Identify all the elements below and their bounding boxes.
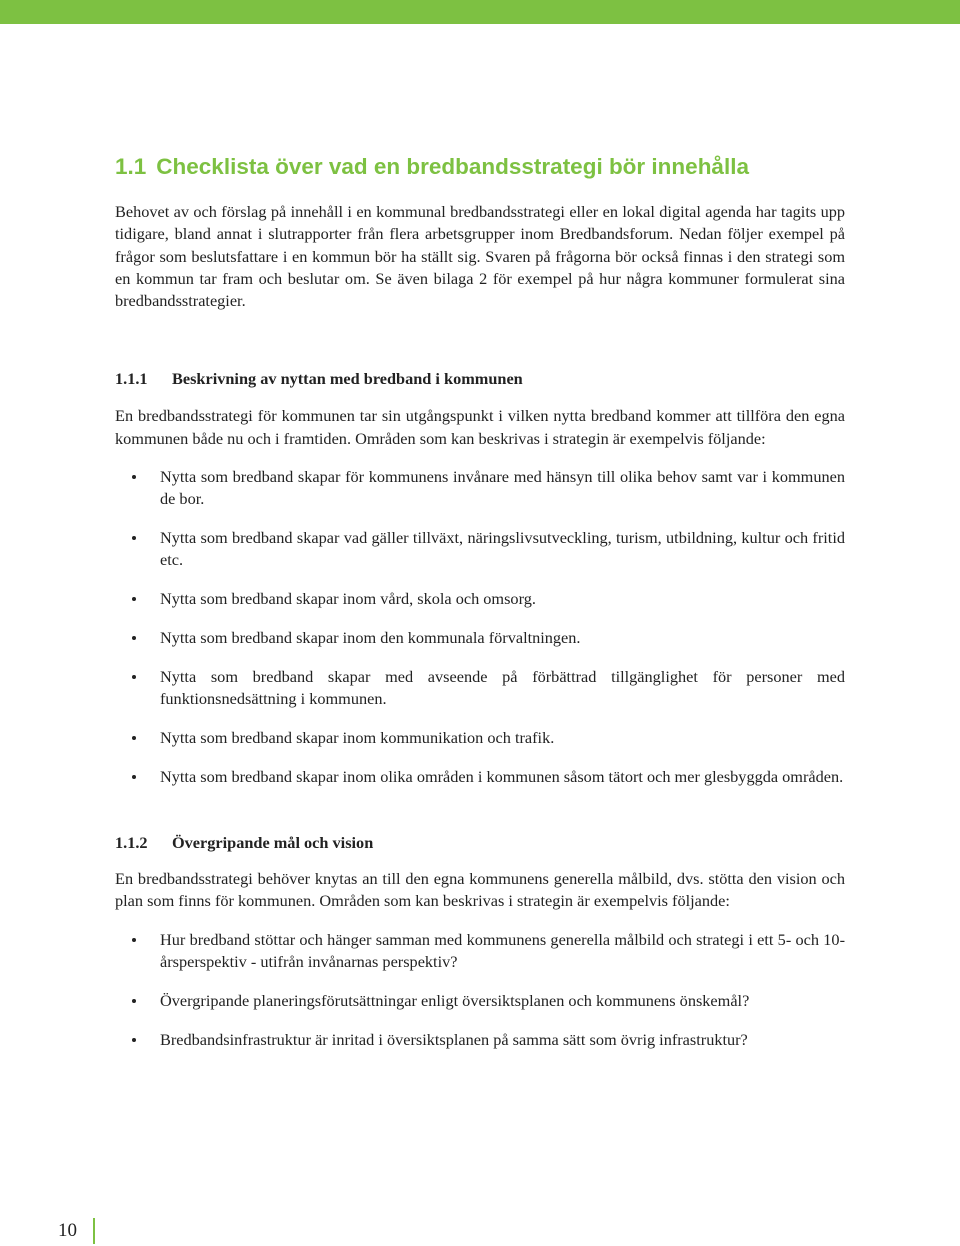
subsection-number-2: 1.1.2: [115, 833, 148, 853]
subsection-intro-2: En bredbandsstrategi behöver knytas an till den egna kommunens generella målbild, dvs. stötta den vision och plan som finns för kommunen. Områden som kan beskrivas i strategin är exempelvis följande:: [115, 869, 845, 911]
bullet-list-1: [115, 466, 845, 788]
list-item: Nytta som bredband skapar inom vård, skola och omsorg.: [115, 588, 845, 610]
subsection-heading-2: [115, 832, 845, 854]
list-item: Nytta som bredband skapar inom den kommunala förvaltningen.: [115, 627, 845, 649]
list-item: Hur bredband stöttar och hänger samman med kommunens generella målbild och strategi i ett 5- och 10-årsperspektiv - utifrån invånarnas perspektiv?: [115, 929, 845, 974]
list-item: Nytta som bredband skapar med avseende på förbättrad tillgänglighet för personer med funktionsnedsättning i kommunen.: [115, 666, 845, 711]
top-accent-bar: [0, 0, 960, 24]
section-title: Checklista över vad en bredbandsstrategi bör innehålla: [156, 154, 749, 179]
list-item: Övergripande planeringsförutsättningar enligt översiktsplanen och kommunens önskemål?: [115, 990, 845, 1012]
list-item: Nytta som bredband skapar inom olika områden i kommunen såsom tätort och mer glesbyggda områden.: [115, 766, 845, 788]
subsection-heading-1: [115, 368, 845, 390]
section-intro: Behovet av och förslag på innehåll i en kommunal bredbandsstrategi eller en lokal digital agenda har tagits upp tidigare, bland annat i slutrapporter från flera arbetsgrupper inom Bredbandsforum. Nedan följer exempel på frågor som beslutsfattare i en kommun bör ha ställt sig. Svaren på frågorna bör också finnas i den strategi som en kommun tar fram och beslutar om. Se även bilaga 2 för exempel på hur några kommuner formulerat sina bredbandsstrategier.: [115, 202, 845, 311]
list-item: Bredbandsinfrastruktur är inritad i översiktsplanen på samma sätt som övrig infrastruktur?: [115, 1029, 845, 1051]
subsection-intro-1: En bredbandsstrategi för kommunen tar sin utgångspunkt i vilken nytta bredband kommer att tillföra den egna kommunen både nu och i framtiden. Områden som kan beskrivas i strategin är exempelvis följande:: [115, 406, 845, 448]
list-item: Nytta som bredband skapar inom kommunikation och trafik.: [115, 727, 845, 749]
list-item: Nytta som bredband skapar för kommunens invånare med hänsyn till olika behov samt var i kommunen de bor.: [115, 466, 845, 511]
section-heading: [115, 152, 845, 182]
document-body: [115, 152, 845, 1067]
bullet-list-2: [115, 929, 845, 1051]
subsection-number-1: 1.1.1: [115, 369, 148, 389]
subsection-title-2: Övergripande mål och vision: [172, 833, 374, 853]
section-number: 1.1: [115, 154, 147, 179]
subsection-title-1: Beskrivning av nyttan med bredband i kommunen: [172, 369, 523, 389]
page-number-divider: [93, 1218, 95, 1244]
page-number: 10: [58, 1220, 77, 1241]
list-item: Nytta som bredband skapar vad gäller tillväxt, näringslivsutveckling, turism, utbildning, kultur och fritid etc.: [115, 527, 845, 572]
